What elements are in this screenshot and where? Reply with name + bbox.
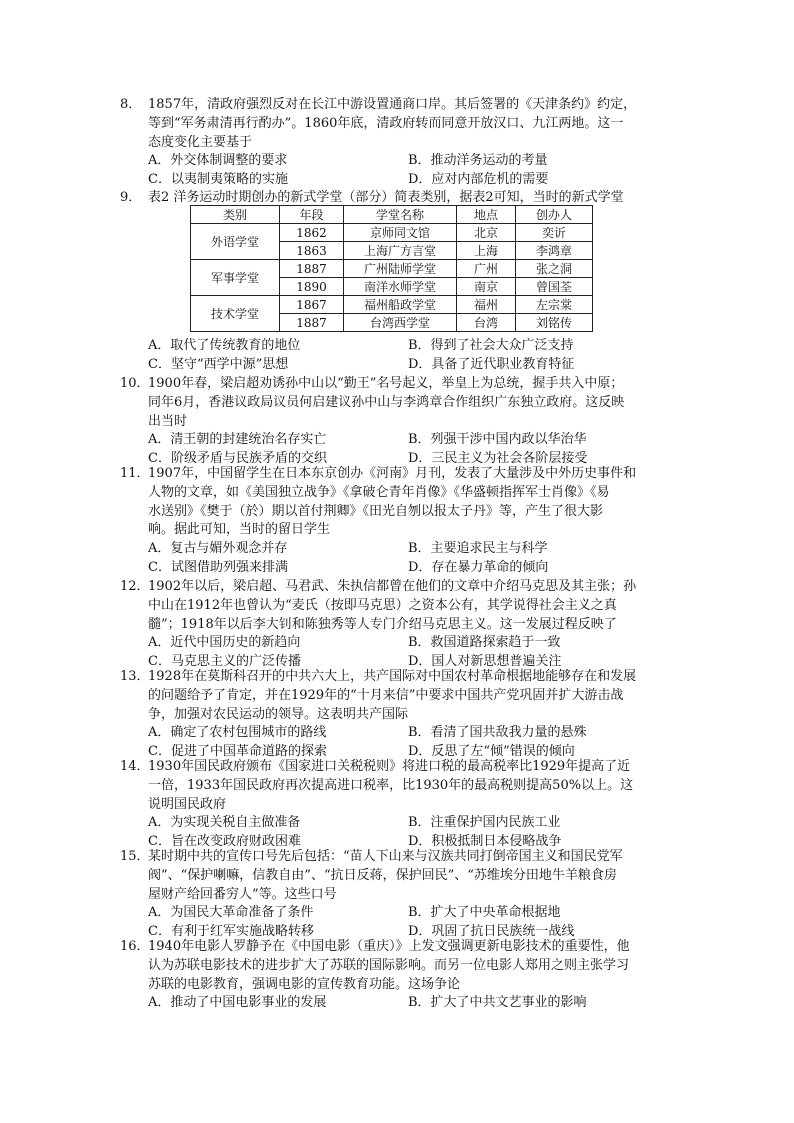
options [120, 540, 680, 578]
table-2 [190, 205, 593, 332]
table-cell: 1867 [280, 296, 344, 314]
question-stem-line: 同年6月，香港议政局议员何启建议孙中山与李鸿章合作组织广东独立政府。这反映 [148, 394, 625, 410]
question-stem-line: 14．1930年国民政府颁布《国家进口关税税则》将进口税的最高税率比1929年提高了近 [120, 758, 680, 777]
question-stem-line: 人物的文章，如《美国独立战争》《拿破仑青年肖像》《华盛顿指挥军士肖像》《易 [148, 484, 610, 500]
options [120, 634, 680, 672]
question-stem-line: 等到“军务肃清再行酌办”。1860年底，清政府转而同意开放汉口、九江两地。这一 [148, 115, 624, 131]
option-a[interactable]: A．近代中国历史的新趋向 [148, 635, 301, 651]
table-cell: 李鸿章 [516, 242, 593, 260]
options [120, 431, 680, 469]
table-cell: 1890 [280, 278, 344, 296]
option-b[interactable]: B．推动洋务运动的考量 [408, 153, 548, 169]
option-c[interactable]: C．坚守“西学中源”思想 [148, 356, 289, 372]
question-stem-line: 15．某时期中共的宣传口号先后包括：“苗人下山来与汉族共同打倒帝国主义和国民党军 [120, 848, 680, 867]
question-number: 8． [120, 97, 142, 112]
table-header: 学堂名称 [344, 206, 457, 224]
question-stem-line: 8． 1857年，清政府强烈反对在长江中游设置通商口岸。其后签署的《天津条约》约定， [120, 96, 680, 115]
option-d[interactable]: D．国人对新思想普遍关注 [408, 654, 562, 670]
question-stem-line: 中山在1912年也曾认为“麦氏（按即马克思）之资本公有，其学说得社会主义之真 [148, 597, 617, 613]
question-14 [120, 758, 680, 852]
option-d[interactable]: D．具备了近代职业教育特征 [408, 356, 575, 372]
option-b[interactable]: B．看清了国共敌我力量的悬殊 [408, 725, 587, 741]
option-a[interactable]: A．复古与媚外观念并存 [148, 541, 288, 557]
table-cell: 1862 [280, 224, 344, 242]
options [120, 724, 680, 762]
question-number: 16． [120, 939, 150, 954]
option-d[interactable]: D．三民主义为社会各阶层接受 [408, 451, 588, 467]
table-cell: 刘铭传 [516, 314, 593, 332]
option-a[interactable]: A．确定了农村包围城市的路线 [148, 725, 327, 741]
option-d[interactable]: D．巩固了抗日民族统一战线 [408, 924, 575, 940]
table-cell: 南京 [457, 278, 516, 296]
option-c[interactable]: C．促进了中国革命道路的探索 [148, 744, 327, 760]
question-12 [120, 578, 680, 672]
question-number: 11． [120, 466, 150, 481]
question-stem-line: 出当时 [148, 413, 188, 429]
question-stem-line: 9． 表2 洋务运动时期创办的新式学堂（部分）简表类别，据表2可知，当时的新式学堂 [120, 189, 680, 208]
table-cell: 北京 [457, 224, 516, 242]
question-stem-line: 的问题给予了肯定，并在1929年的“十月来信”中要求中国共产党巩固并扩大游击战 [148, 687, 624, 703]
question-stem-line: 屋财产给回番穷人”等。这些口号 [148, 886, 337, 902]
table-category: 外语学堂 [191, 224, 280, 260]
option-d[interactable]: D．积极抵制日本侵略战争 [408, 834, 562, 850]
option-c[interactable]: C．阶级矛盾与民族矛盾的交织 [148, 451, 327, 467]
question-9-options [120, 337, 680, 375]
options [120, 994, 680, 1013]
option-a[interactable]: A．推动了中国电影事业的发展 [148, 995, 327, 1011]
question-stem-line: 10．1900年春，梁启超劝诱孙中山以“勤王”名号起义，举皇上为总统，握手共入中原； [120, 375, 680, 394]
options [120, 337, 680, 375]
table-cell: 奕䜣 [516, 224, 593, 242]
question-stem-line: 11．1907年，中国留学生在日本东京创办《河南》月刊，发表了大量涉及中外历史事件和 [120, 465, 680, 484]
option-c[interactable]: C．试图借助列强来排满 [148, 559, 288, 575]
table-cell: 福州 [457, 296, 516, 314]
option-c[interactable]: C．以夷制夷策略的实施 [148, 172, 288, 188]
question-stem-line: 阀”、“保护喇嘛，信教自由”、“抗日反蒋，保护回民”、“苏维埃分田地牛羊粮食房 [148, 867, 617, 883]
table-cell: 台湾西学堂 [344, 314, 457, 332]
question-10 [120, 375, 680, 469]
question-number: 10． [120, 376, 150, 391]
question-stem-line: 12．1902年以后，梁启超、马君武、朱执信都曾在他们的文章中介绍马克思及其主张；孙 [120, 578, 680, 597]
table-cell: 1887 [280, 314, 344, 332]
option-b[interactable]: B．列强干涉中国内政以华治华 [408, 432, 587, 448]
option-d[interactable]: D．反思了左“倾”错误的倾向 [408, 744, 575, 760]
option-c[interactable]: C．旨在改变政府财政困难 [148, 834, 301, 850]
option-a[interactable]: A．外交体制调整的要求 [148, 153, 288, 169]
table-category: 技术学堂 [191, 296, 280, 332]
question-11 [120, 465, 680, 578]
option-c[interactable]: C．马克思主义的广泛传播 [148, 654, 301, 670]
table-cell: 广州陆师学堂 [344, 260, 457, 278]
table-header: 类别 [191, 206, 280, 224]
option-b[interactable]: B．主要追求民主与科学 [408, 541, 548, 557]
option-a[interactable]: A．清王朝的封建统治名存实亡 [148, 432, 327, 448]
question-number: 12． [120, 579, 150, 594]
options [120, 152, 680, 190]
question-8 [120, 96, 680, 190]
question-stem-line: 一倍，1933年国民政府再次提高进口税率，比1930年的最高税则提高50%以上。这 [148, 777, 634, 793]
question-stem-line: 响。据此可知，当时的留日学生 [148, 522, 331, 538]
table-cell: 曾国荃 [516, 278, 593, 296]
options [120, 904, 680, 942]
table-cell: 1863 [280, 242, 344, 260]
question-number: 14． [120, 759, 150, 774]
table-header-row [191, 206, 593, 224]
table-row [191, 296, 593, 314]
question-stem-line: 髓”；1918年以后李大钊和陈独秀等人专门介绍马克思主义。这一发展过程反映了 [148, 616, 617, 632]
table-cell: 广州 [457, 260, 516, 278]
table-row [191, 224, 593, 242]
option-d[interactable]: D．应对内部危机的需要 [408, 172, 549, 188]
question-stem-line: 态度变化主要基于 [148, 134, 253, 150]
question-stem-line: 说明国民政府 [148, 796, 227, 812]
table-header: 年段 [280, 206, 344, 224]
option-a[interactable]: A．为实现关税自主做准备 [148, 815, 301, 831]
option-b[interactable]: B．扩大了中央革命根据地 [408, 905, 561, 921]
table-category: 军事学堂 [191, 260, 280, 296]
question-stem-line: 苏联的电影教育，强调电影的宣传教育功能。这场争论 [148, 976, 461, 992]
table-cell: 张之洞 [516, 260, 593, 278]
question-15 [120, 848, 680, 942]
table-cell: 1887 [280, 260, 344, 278]
table-header: 创办人 [516, 206, 593, 224]
option-b[interactable]: B．扩大了中共文艺事业的影响 [408, 995, 587, 1011]
question-13 [120, 668, 680, 762]
option-b[interactable]: B．救国道路探索趋于一致 [408, 635, 561, 651]
table-cell: 福州船政学堂 [344, 296, 457, 314]
table-cell: 上海广方言堂 [344, 242, 457, 260]
table-row [191, 260, 593, 278]
question-16 [120, 938, 680, 1013]
option-b[interactable]: B．得到了社会大众广泛支持 [408, 338, 574, 353]
option-a[interactable]: A．取代了传统教育的地位 [148, 338, 301, 353]
question-stem-line: 争，加强对农民运动的领导。这表明共产国际 [148, 706, 409, 722]
question-stem-line: 水送别》《樊于（於）期以首付荆卿》《田光自刎以报太子丹》等，产生了很大影 [148, 503, 604, 519]
option-c[interactable]: C．有利于红军实施战略转移 [148, 924, 314, 940]
options [120, 814, 680, 852]
question-stem-line: 16．1940年电影人罗静予在《中国电影（重庆）》上发文强调更新电影技术的重要性，他 [120, 938, 680, 957]
table-cell: 南洋水师学堂 [344, 278, 457, 296]
question-number: 9． [120, 190, 142, 205]
question-stem-line: 认为苏联电影技术的进步扩大了苏联的国际影响。而另一位电影人郑用之则主张学习 [148, 957, 630, 973]
table-cell: 京师同文馆 [344, 224, 457, 242]
table-cell: 左宗棠 [516, 296, 593, 314]
question-number: 13． [120, 669, 150, 684]
option-a[interactable]: A．为国民大革命准备了条件 [148, 905, 314, 921]
option-d[interactable]: D．存在暴力革命的倾向 [408, 559, 549, 575]
option-b[interactable]: B．注重保护国内民族工业 [408, 815, 561, 831]
question-stem-line: 13．1928年在莫斯科召开的中共六大上，共产国际对中国农村革命根据地能够存在和发展 [120, 668, 680, 687]
table-cell: 台湾 [457, 314, 516, 332]
table-header: 地点 [457, 206, 516, 224]
table-cell: 上海 [457, 242, 516, 260]
question-number: 15． [120, 849, 150, 864]
